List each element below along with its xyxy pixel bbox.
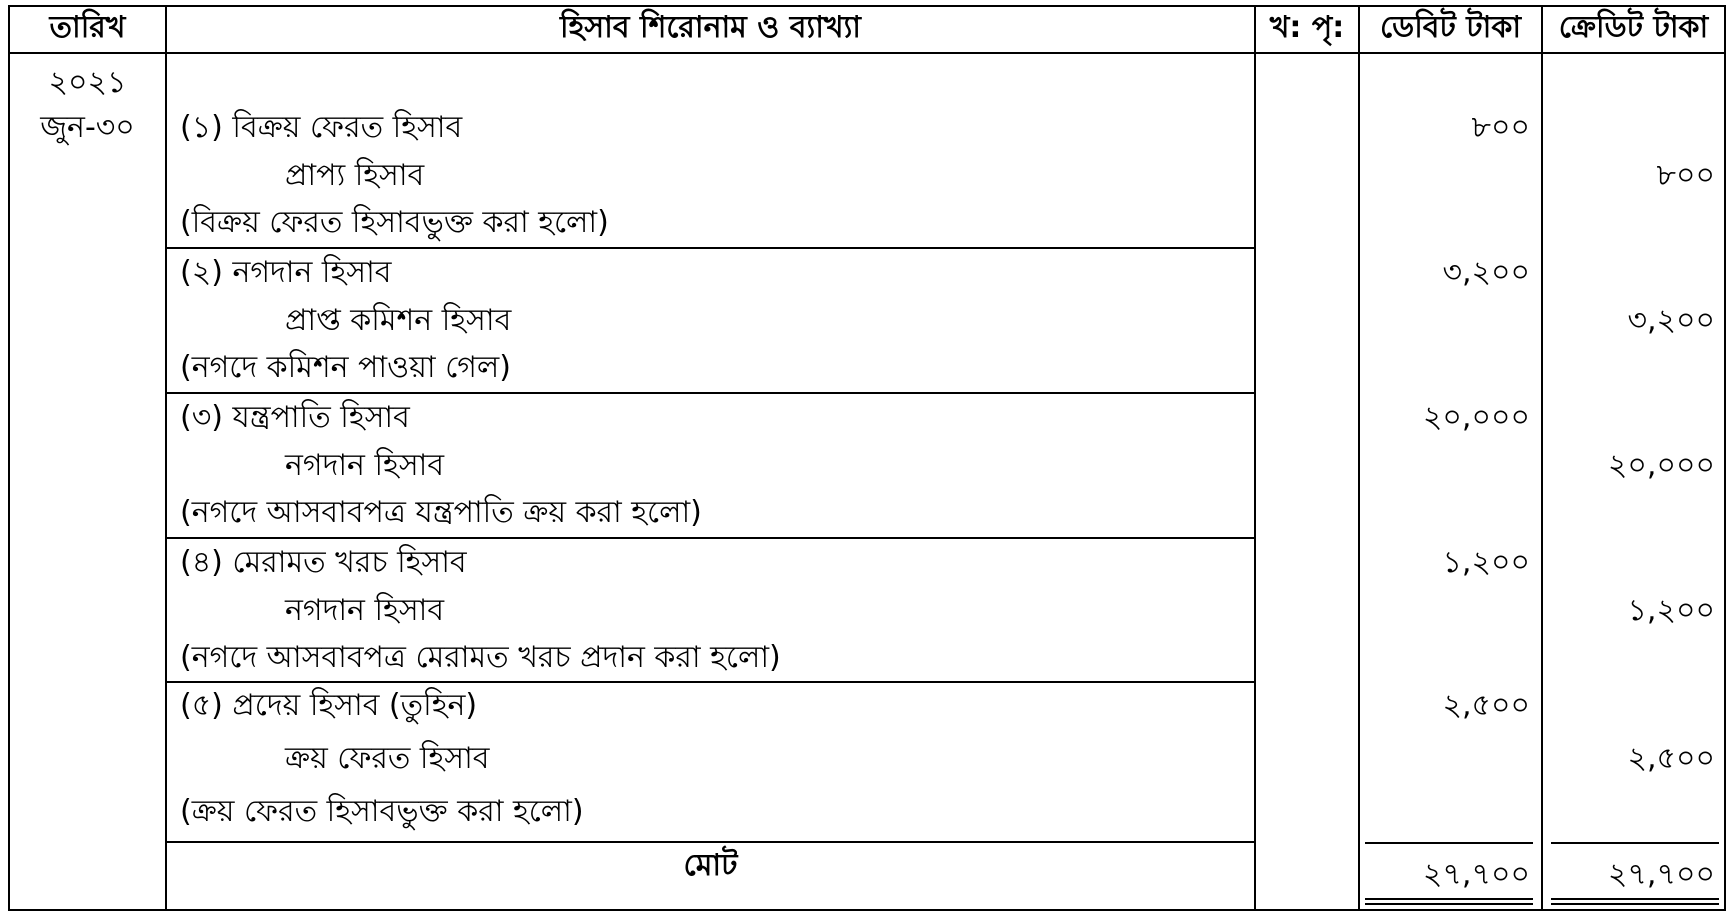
entry-separator	[165, 392, 1256, 394]
entry-credit-account: নগদান হিসাব	[285, 448, 445, 483]
entry-debit-account: (২) নগদান হিসাব	[180, 255, 392, 290]
header-date: তারিখ	[49, 10, 126, 45]
entry-credit-amount: ৮০০	[1656, 158, 1715, 193]
entry-narration: (বিক্রয় ফেরত হিসাবভুক্ত করা হলো)	[180, 205, 609, 240]
date-day: জুন-৩০	[40, 110, 135, 145]
entry-debit-amount: ২০,০০০	[1422, 400, 1530, 435]
border-right	[1724, 5, 1726, 911]
border-bottom	[8, 909, 1726, 911]
total-debit: ২৭,৭০০	[1422, 857, 1530, 892]
entry-credit-amount: ১,২০০	[1627, 593, 1715, 628]
divider-particulars	[1254, 5, 1256, 911]
entry-debit-amount: ২,৫০০	[1442, 688, 1530, 723]
credit-double-rule	[1551, 898, 1719, 900]
header-particulars: হিসাব শিরোনাম ও ব্যাখ্যা	[559, 10, 862, 45]
date-year: ২০২১	[48, 65, 127, 100]
entry-credit-amount: ২০,০০০	[1607, 448, 1715, 483]
entry-narration: (নগদে কমিশন পাওয়া গেল)	[180, 350, 511, 385]
entry-debit-account: (৪) মেরামত খরচ হিসাব	[180, 545, 467, 580]
entry-debit-amount: ৩,২০০	[1442, 255, 1530, 290]
entry-credit-account: ক্রয় ফেরত হিসাব	[285, 741, 490, 776]
entry-credit-amount: ২,৫০০	[1627, 741, 1715, 776]
entry-debit-amount: ৮০০	[1471, 110, 1530, 145]
entry-narration: (নগদে আসবাবপত্র যন্ত্রপাতি ক্রয় করা হলো)	[180, 495, 702, 530]
entry-credit-account: প্রাপ্ত কমিশন হিসাব	[285, 303, 512, 338]
entry-separator	[165, 247, 1256, 249]
credit-sum-rule	[1551, 842, 1719, 844]
header-underline	[8, 52, 1726, 54]
border-top	[8, 5, 1726, 7]
total-label: মোট	[683, 848, 738, 883]
entry-debit-account: (১) বিক্রয় ফেরত হিসাব	[180, 110, 463, 145]
entry-debit-account: (৫) প্রদেয় হিসাব (তুহিন)	[180, 688, 478, 723]
entry-narration: (নগদে আসবাবপত্র মেরামত খরচ প্রদান করা হলো)	[180, 640, 781, 675]
entry-credit-amount: ৩,২০০	[1627, 303, 1715, 338]
debit-sum-rule	[1365, 842, 1533, 844]
header-ledger-folio: খ: পৃ:	[1269, 10, 1345, 45]
entry-credit-account: প্রাপ্য হিসাব	[285, 158, 425, 193]
credit-double-rule	[1551, 903, 1719, 905]
debit-double-rule	[1365, 903, 1533, 905]
header-debit: ডেবিট টাকা	[1379, 10, 1522, 45]
divider-date	[165, 5, 167, 911]
total-credit: ২৭,৭০০	[1607, 857, 1715, 892]
debit-double-rule	[1365, 898, 1533, 900]
entry-credit-account: নগদান হিসাব	[285, 593, 445, 628]
entry-separator	[165, 537, 1256, 539]
entry-debit-account: (৩) যন্ত্রপাতি হিসাব	[180, 400, 410, 435]
entry-narration: (ক্রয় ফেরত হিসাবভুক্ত করা হলো)	[180, 794, 584, 829]
header-credit: ক্রেডিট টাকা	[1558, 10, 1709, 45]
entry-debit-amount: ১,২০০	[1442, 545, 1530, 580]
entry-separator	[165, 841, 1256, 843]
entry-separator	[165, 681, 1256, 683]
